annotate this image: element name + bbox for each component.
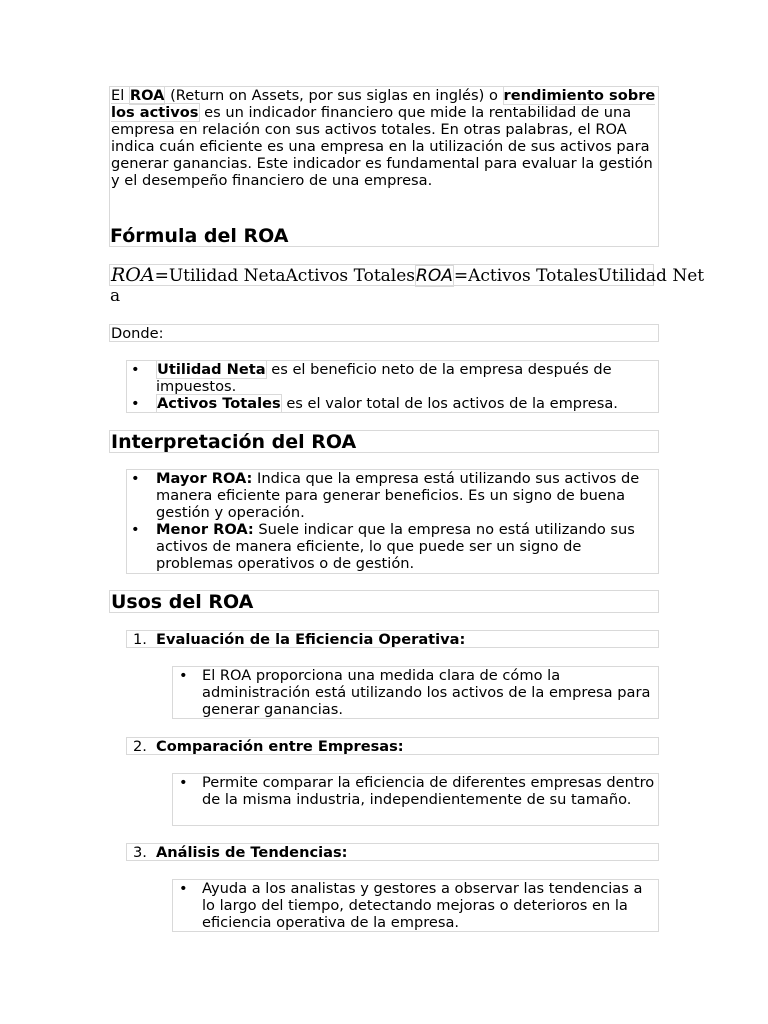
list-item: • Ayuda a los analistas y gestores a observar las tendencias a lo largo del tiempo, detectando mejoras o deterioros en la eficiencia operativa de la empresa. [173, 880, 658, 931]
formula-eq2: =Activos TotalesUtilidad Net [453, 266, 705, 286]
interpretation-term: Mayor ROA: [156, 470, 253, 487]
intro-paragraph [109, 86, 659, 247]
uso-detail-2 [172, 773, 659, 826]
definition-text: es el beneficio neto de la empresa después de impuestos. [156, 361, 612, 395]
formula-tail: a [110, 286, 121, 306]
uso-detail-3 [172, 879, 659, 932]
rendimiento-term: rendimiento sobre los activos [111, 87, 656, 121]
uso-item-3 [126, 843, 659, 861]
interpretation-text: Indica que la empresa está utilizando sus activos de manera eficiente para generar beneficios. Es un signo de buena gestión y operación. [156, 470, 640, 521]
list-item: • Permite comparar la eficiencia de diferentes empresas dentro de la misma industria, independientemente de su tamaño. [173, 774, 658, 808]
list-item [127, 361, 658, 395]
definition-text: es el valor total de los activos de la empresa. [286, 395, 618, 412]
usos-heading: Usos del ROA [109, 590, 659, 613]
interpretation-list [126, 469, 659, 574]
roa-term: ROA [129, 87, 165, 104]
intro-paren: (Return on Assets, por sus siglas en inglés) o [170, 87, 498, 104]
definition-term: Utilidad Neta [157, 361, 266, 378]
uso-title: Análisis de Tendencias: [156, 844, 348, 861]
uso-item-2 [126, 737, 659, 755]
definitions-list [126, 360, 659, 413]
list-item [127, 521, 658, 572]
formula-lhs2: ROA [416, 266, 453, 286]
uso-number: 3. [133, 844, 147, 861]
interpretation-text: Suele indicar que la empresa no está utilizando sus activos de manera eficiente, lo que puede ser un signo de problemas operativos o de gestión. [156, 521, 635, 572]
formula-eq1: =Utilidad NetaActivos Totales [154, 266, 416, 286]
interpretation-heading: Interpretación del ROA [109, 430, 659, 453]
list-item [127, 395, 658, 412]
uso-detail-1 [172, 666, 659, 719]
interpretation-term: Menor ROA: [156, 521, 254, 538]
uso-number: 1. [133, 631, 147, 648]
uso-title: Comparación entre Empresas: [156, 738, 404, 755]
uso-item-1 [126, 630, 659, 648]
intro-el: El [111, 87, 125, 104]
formula-lhs: ROA [111, 264, 155, 286]
donde-label: Donde: [109, 324, 659, 342]
list-item: • El ROA proporciona una medida clara de cómo la administración está utilizando los activos de la empresa para generar ganancias. [173, 667, 658, 718]
list-item [127, 470, 658, 521]
intro-rest: es un indicador financiero que mide la rentabilidad de una empresa en relación con sus activos totales. En otras palabras, el ROA indica cuán eficiente es una empresa en la utilización de sus activos para generar ganancias. Este indicador es fundamental para evaluar la gestión y el desempeño financiero de una empresa. [111, 104, 653, 189]
uso-number: 2. [133, 738, 147, 755]
formula-heading: Fórmula del ROA [110, 225, 289, 247]
roa-formula [109, 264, 705, 286]
definition-term: Activos Totales [157, 395, 281, 412]
uso-title: Evaluación de la Eficiencia Operativa: [156, 631, 466, 648]
